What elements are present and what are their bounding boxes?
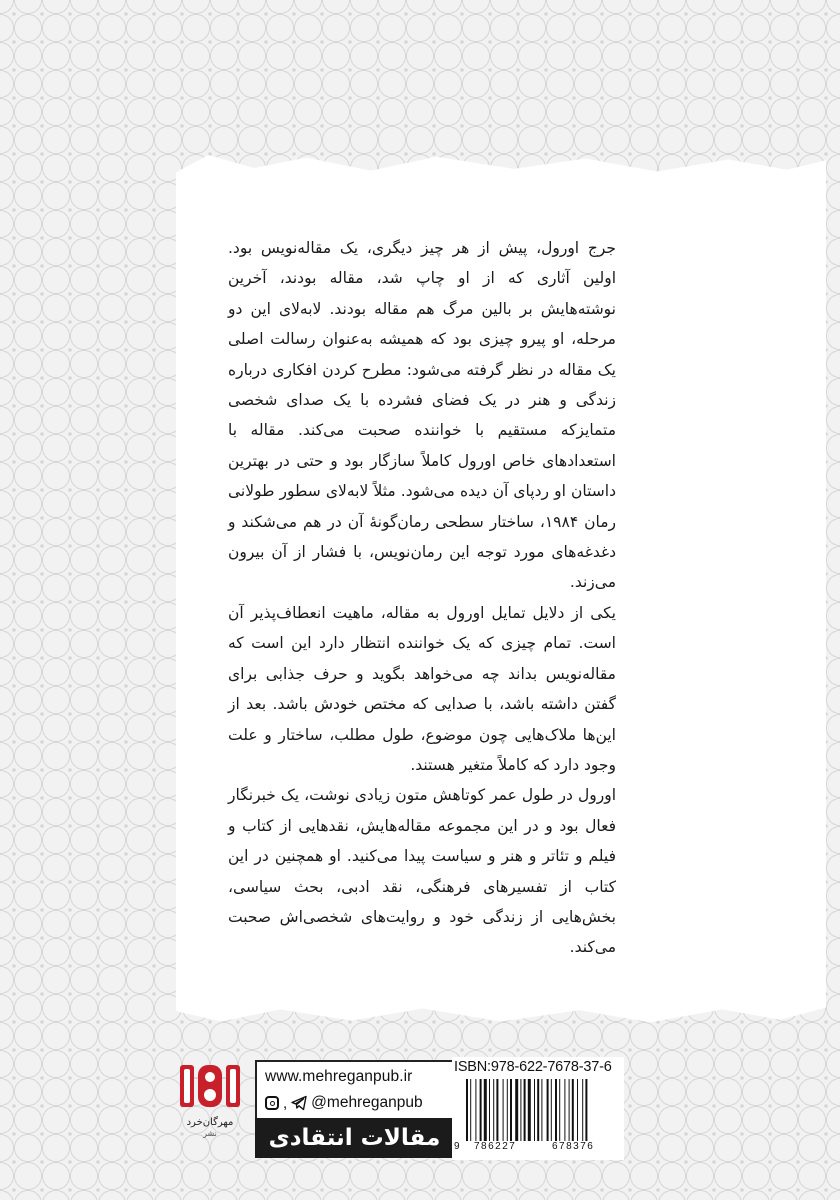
- instagram-icon: [265, 1096, 279, 1110]
- barcode-bar: [493, 1079, 494, 1141]
- blurb-paragraph-2: یکی از دلایل تمایل اورول به مقاله، ماهیت انعطاف‌پذیر آن است. تمام چیزی که یک خواننده انتظار دارد این است که مقاله‌نویس بداند چه می‌خواهد بگوید و حرف جذابی برای گفتن داشته باشد، با صدایی که مختص خودش باشد. بعد از این‌ها ملاک‌هایی چون موضوع، طول مطلب، ساختار و علت وجود دارد که کاملاً متغیر هستند.: [228, 603, 616, 774]
- barcode-lead-digit: 9: [454, 1141, 460, 1152]
- barcode-bar: [484, 1079, 487, 1141]
- barcode-bar: [582, 1079, 583, 1141]
- barcode-digits-left: 786227: [474, 1141, 517, 1152]
- barcode-bar: [572, 1079, 574, 1141]
- publisher-logo: [174, 1061, 246, 1145]
- barcode-bar: [489, 1079, 490, 1141]
- barcode-bar: [466, 1079, 468, 1141]
- publisher-subtitle: نشر: [203, 1129, 217, 1138]
- barcode-bar: [559, 1079, 560, 1141]
- barcode-bar: [534, 1079, 535, 1141]
- social-handle: @mehreganpub: [311, 1094, 423, 1111]
- barcode-bar: [515, 1079, 518, 1141]
- publisher-website: www.mehreganpub.ir: [265, 1068, 413, 1085]
- barcode-bar: [524, 1079, 526, 1141]
- category-label: مقالات انتقادی: [255, 1118, 454, 1158]
- barcode-bar: [569, 1079, 570, 1141]
- barcode-bar: [496, 1079, 498, 1141]
- barcode-bar: [541, 1079, 542, 1141]
- barcode-digits-right: 678376: [552, 1141, 595, 1152]
- barcode-bar: [528, 1079, 531, 1141]
- barcode-bar: [555, 1079, 557, 1141]
- barcode-bar: [507, 1079, 508, 1141]
- blurb-paragraph-3: اورول در طول عمر کوتاهش متون زیادی نوشت، یک خبرنگار فعال بود و در این مجموعه مقاله‌هایش، نقدهایی از کتاب و فیلم و تئاتر و هنر و سیاست پیدا می‌کنید. او همچنین در این کتاب از تفسیرهای فرهنگی، نقد ادبی، بحث سیاسی، بخش‌هایی از زندگی خود و روایت‌های شخصی‌اش صحبت می‌کند.: [228, 786, 616, 957]
- barcode-bar: [480, 1079, 482, 1141]
- publisher-name: مهرگان‌خرد: [186, 1117, 234, 1128]
- barcode-bar: [577, 1079, 578, 1141]
- barcode-bar: [475, 1079, 476, 1141]
- blurb-paragraph-1: جرج اورول، پیش از هر چیز دیگری، یک مقاله‌نویس بود. اولین آثاری که از او چاپ شد، مقاله بودند، آخرین نوشته‌هایش بر بالین مرگ هم مقاله بودند. لابه‌لای این دو مرحله، او پیرو چیزی بود که همیشه به‌عنوان رسالت اصلی یک مقاله در نظر گرفته می‌شود: مطرح کردن افکاری درباره زندگی و هنر در یک فضای فشرده با یک صدای شخصی متمایزکه مستقیم با خواننده صحبت می‌کند. مقاله با استعدادهای خاص اورول کاملاً سازگار بود و حتی در بهترین داستان او ردپای آن دیده می‌شود. مثلاً لابه‌لای سطور طولانی رمان ۱۹۸۴، ساختار سطحی رمان‌گونهٔ آن در هم می‌شکند و دغدغه‌های مورد توجه این رمان‌نویس، با فشار از آن بیرون می‌زند.: [228, 239, 616, 592]
- barcode-bar: [537, 1079, 539, 1141]
- back-cover-blurb: [228, 233, 616, 963]
- social-separator: ,: [283, 1094, 288, 1112]
- barcode-bar: [520, 1079, 521, 1141]
- barcode-bar: [510, 1079, 512, 1141]
- telegram-icon: [291, 1095, 307, 1111]
- isbn-text: ISBN:978-622-7678-37-6: [454, 1059, 612, 1075]
- barcode-bar: [564, 1079, 565, 1141]
- barcode-bar: [503, 1079, 504, 1141]
- barcode-bar: [547, 1079, 549, 1141]
- barcode-bar: [551, 1079, 552, 1141]
- isbn-block: [452, 1057, 624, 1160]
- social-row: [265, 1093, 423, 1113]
- barcode-bar: [585, 1079, 587, 1141]
- barcode-bar: [470, 1079, 471, 1141]
- barcode: [456, 1079, 620, 1141]
- publisher-logo-icon: [178, 1061, 242, 1111]
- publisher-contact-box: [255, 1060, 454, 1122]
